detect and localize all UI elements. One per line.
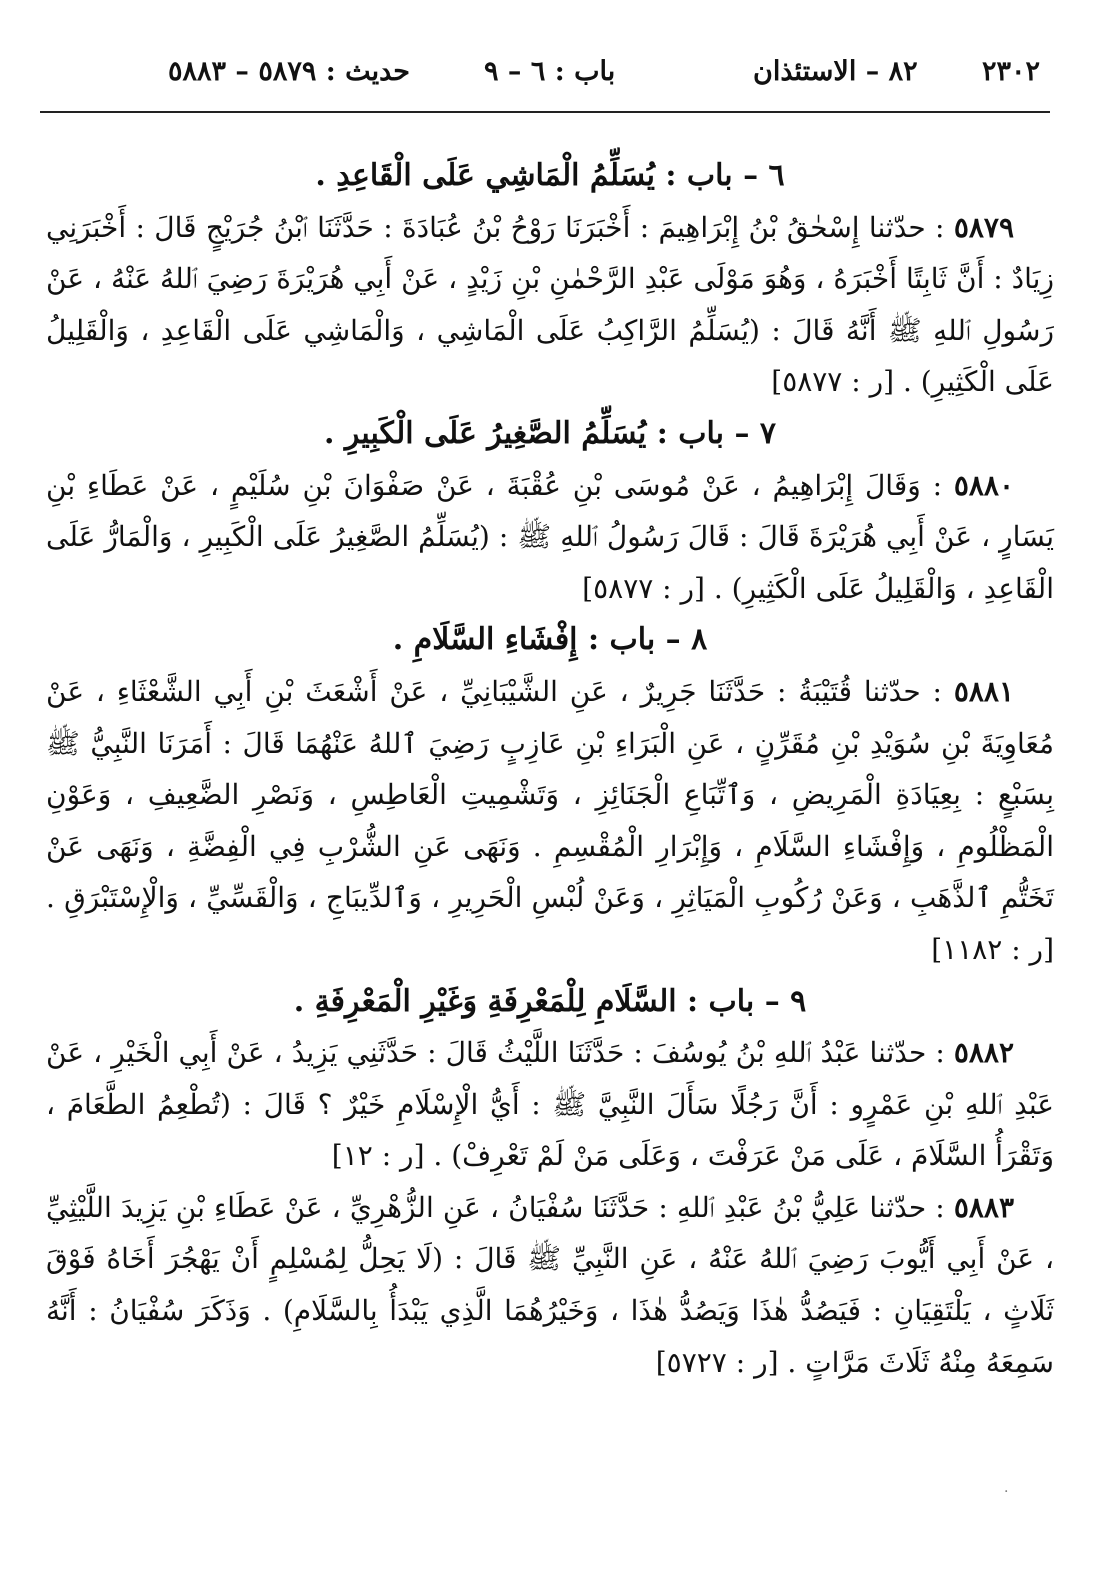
hadith-range: حديث : ٥٨٧٩ – ٥٨٨٣ <box>168 56 410 87</box>
hadith-number: ٥٨٨٣ <box>953 1190 1014 1224</box>
hadith-text: وَقَالَ إِبْرَاهِيمُ ، عَنْ مُوسَى بْنِ عُقْبَةَ ، عَنْ صَفْوَانَ بْنِ سُلَيْمٍ ، عَنْ عَطَاءِ بْنِ يَسَارٍ ، عَنْ أَبِي هُرَيْرَةَ قَالَ : قَالَ رَسُولُ ٱللهِ ﷺ : (يُسَلِّمُ الصَّغِيرُ عَلَى الْكَبِيرِ ، وَالْمَارُّ عَلَى الْقَاعِدِ ، وَالْقَلِيلُ عَلَى الْكَثِيرِ) . <box>46 468 1054 605</box>
hadith-number: ٥٨٨٠ <box>953 468 1014 502</box>
hadith-reference: [ر : ٥٨٧٧] <box>582 571 705 605</box>
chapter-title: يُسَلِّمُ الْمَاشِي عَلَى الْقَاعِدِ . <box>315 158 655 193</box>
chapter-number: ٩ – باب : <box>687 983 807 1019</box>
page-header <box>48 48 1050 98</box>
hadith-number: ٥٨٨٢ <box>953 1036 1014 1070</box>
bab-range: باب : ٦ – ٩ <box>484 56 616 87</box>
hadith-paragraph: ٥٨٨٣ : حدّثنا عَلِيُّ بْنُ عَبْدِ ٱللهِ : حَدَّثَنَا سُفْيَانُ ، عَنِ الزُّهْرِيِّ ، عَنْ عَطَاءِ بْنِ يَزِيدَ اللَّيْثِيِّ ، عَنْ أَبِي أَيُّوبَ رَضِيَ ٱللهُ عَنْهُ ، عَنِ النَّبِيِّ ﷺ قَالَ : (لَا يَحِلُّ لِمُسْلِمٍ أَنْ يَهْجُرَ أَخَاهُ فَوْقَ ثَلَاثٍ ، يَلْتَقِيَانِ : فَيَصُدُّ هٰذَا وَيَصُدُّ هٰذَا ، وَخَيْرُهُمَا الَّذِي يَبْدَأُ بِالسَّلَامِ) . وَذَكَرَ سُفْيَانُ : أَنَّهُ سَمِعَهُ مِنْهُ ثَلَاثَ مَرَّاتٍ . [ر : ٥٧٢٧] <box>46 1190 1054 1379</box>
hadith-text: حدّثنا إِسْحٰقُ بْنُ إِبْرَاهِيمَ : أَخْبَرَنَا رَوْحُ بْنُ عُبَادَةَ : حَدَّثَنَا ٱبْنُ جُرَيْجٍ قَالَ : أَخْبَرَنِي زِيَادٌ : أَنَّ ثَابِتًا أَخْبَرَهُ ، وَهُوَ مَوْلَى عَبْدِ الرَّحْمٰنِ بْنِ زَيْدٍ ، عَنْ أَبِي هُرَيْرَةَ رَضِيَ ٱللهُ عَنْهُ ، عَنْ رَسُولِ ٱللهِ ﷺ أَنَّهُ قَالَ : (يُسَلِّمُ الرَّاكِبُ عَلَى الْمَاشِي ، وَالْمَاشِي عَلَى الْقَاعِدِ ، وَالْقَلِيلُ عَلَى الْكَثِيرِ) . <box>46 210 1054 399</box>
page-body <box>46 150 1054 1388</box>
hadith-paragraph: ٥٨٧٩ : حدّثنا إِسْحٰقُ بْنُ إِبْرَاهِيمَ : أَخْبَرَنَا رَوْحُ بْنُ عُبَادَةَ : حَدَّثَنَا ٱبْنُ جُرَيْجٍ قَالَ : أَخْبَرَنِي زِيَادٌ : أَنَّ ثَابِتًا أَخْبَرَهُ ، وَهُوَ مَوْلَى عَبْدِ الرَّحْمٰنِ بْنِ زَيْدٍ ، عَنْ أَبِي هُرَيْرَةَ رَضِيَ ٱللهُ عَنْهُ ، عَنْ رَسُولِ ٱللهِ ﷺ أَنَّهُ قَالَ : (يُسَلِّمُ الرَّاكِبُ عَلَى الْمَاشِي ، وَالْمَاشِي عَلَى الْقَاعِدِ ، وَالْقَلِيلُ عَلَى الْكَثِيرِ) . [ر : ٥٨٧٧] <box>46 210 1054 399</box>
page-number: ٢٣٠٢ <box>981 56 1040 87</box>
margin-mark: · <box>1004 1484 1009 1500</box>
hadith-paragraph: ٥٨٨٢ : حدّثنا عَبْدُ ٱللهِ بْنُ يُوسُفَ : حَدَّثَنَا اللَّيْثُ قَالَ : حَدَّثَنِي يَزِيدُ ، عَنْ أَبِي الْخَيْرِ ، عَنْ عَبْدِ ٱللهِ بْنِ عَمْرٍو : أَنَّ رَجُلًا سَأَلَ النَّبِيَّ ﷺ : أَيُّ الْإِسْلَامِ خَيْرٌ ؟ قَالَ : (تُطْعِمُ الطَّعَامَ ، وَتَقْرَأُ السَّلَامَ ، عَلَى مَنْ عَرَفْتَ ، وَعَلَى مَنْ لَمْ تَعْرِفْ) . [ر : ١٢] <box>46 1036 1054 1173</box>
hadith-reference: [ر : ٥٧٢٧] <box>655 1345 779 1379</box>
chapter-title: إِفْشَاءِ السَّلَامِ . <box>392 622 578 658</box>
hadith-text: حدّثنا عَبْدُ ٱللهِ بْنُ يُوسُفَ : حَدَّثَنَا اللَّيْثُ قَالَ : حَدَّثَنِي يَزِيدُ ، عَنْ أَبِي الْخَيْرِ ، عَنْ عَبْدِ ٱللهِ بْنِ عَمْرٍو : أَنَّ رَجُلًا سَأَلَ النَّبِيَّ ﷺ : أَيُّ الْإِسْلَامِ خَيْرٌ ؟ قَالَ : (تُطْعِمُ الطَّعَامَ ، وَتَقْرَأُ السَّلَامَ ، عَلَى مَنْ عَرَفْتَ ، وَعَلَى مَنْ لَمْ تَعْرِفْ) . <box>46 1036 1054 1173</box>
chapter-number: ٧ – باب : <box>656 415 777 451</box>
chapter-heading <box>46 614 1054 666</box>
chapter-number: ٦ – باب : <box>665 158 785 193</box>
chapter-heading <box>46 976 1054 1028</box>
chapter-title: السَّلَامِ لِلْمَعْرِفَةِ وَغَيْرِ الْمَعْرِفَةِ . <box>293 983 677 1019</box>
hadith-number: ٥٨٨١ <box>953 674 1014 708</box>
hadith-number: ٥٨٧٩ <box>953 210 1014 244</box>
chapter-heading <box>46 150 1054 202</box>
chapter-title: يُسَلِّمُ الصَّغِيرُ عَلَى الْكَبِيرِ . <box>323 415 647 451</box>
hadith-reference: [ر : ١١٨٢] <box>931 932 1054 966</box>
hadith-text: حدّثنا قُتَيْبَةُ : حَدَّثَنَا جَرِيرٌ ، عَنِ الشَّيْبَانِيِّ ، عَنْ أَشْعَثَ بْنِ أَبِي الشَّعْثَاءِ ، عَنْ مُعَاوِيَةَ بْنِ سُوَيْدِ بْنِ مُقَرِّنٍ ، عَنِ الْبَرَاءِ بْنِ عَازِبٍ رَضِيَ ٱللهُ عَنْهُمَا قَالَ : أَمَرَنَا النَّبِيُّ ﷺ بِسَبْعٍ : بِعِيَادَةِ الْمَرِيضِ ، وَٱتِّبَاعِ الْجَنَائِزِ ، وَتَشْمِيتِ الْعَاطِسِ ، وَنَصْرِ الضَّعِيفِ ، وَعَوْنِ الْمَظْلُومِ ، وَإِفْشَاءِ السَّلَامِ ، وَإِبْرَارِ الْمُقْسِمِ . وَنَهَى عَنِ الشُّرْبِ فِي الْفِضَّةِ ، وَنَهَى عَنْ تَخَتُّمِ ٱلذَّهَبِ ، وَعَنْ رُكُوبِ الْمَيَاثِرِ ، وَعَنْ لُبْسِ الْحَرِيرِ ، وَٱلدِّيبَاجِ ، وَالْقَسِّيِّ ، وَالْإِسْتَبْرَقِ . <box>46 674 1054 915</box>
hadith-paragraph: ٥٨٨١ : حدّثنا قُتَيْبَةُ : حَدَّثَنَا جَرِيرٌ ، عَنِ الشَّيْبَانِيِّ ، عَنْ أَشْعَثَ بْنِ أَبِي الشَّعْثَاءِ ، عَنْ مُعَاوِيَةَ بْنِ سُوَيْدِ بْنِ مُقَرِّنٍ ، عَنِ الْبَرَاءِ بْنِ عَازِبٍ رَضِيَ ٱللهُ عَنْهُمَا قَالَ : أَمَرَنَا النَّبِيُّ ﷺ بِسَبْعٍ : بِعِيَادَةِ الْمَرِيضِ ، وَٱتِّبَاعِ الْجَنَائِزِ ، وَتَشْمِيتِ الْعَاطِسِ ، وَنَصْرِ الضَّعِيفِ ، وَعَوْنِ الْمَظْلُومِ ، وَإِفْشَاءِ السَّلَامِ ، وَإِبْرَارِ الْمُقْسِمِ . وَنَهَى عَنِ الشُّرْبِ فِي الْفِضَّةِ ، وَنَهَى عَنْ تَخَتُّمِ ٱلذَّهَبِ ، وَعَنْ رُكُوبِ الْمَيَاثِرِ ، وَعَنْ لُبْسِ الْحَرِيرِ ، وَٱلدِّيبَاجِ ، وَالْقَسِّيِّ ، وَالْإِسْتَبْرَقِ . [ر : ١١٨٢] <box>46 674 1054 966</box>
hadith-reference: [ر : ١٢] <box>331 1139 425 1173</box>
chapter-heading <box>46 408 1054 460</box>
chapter-number: ٨ – باب : <box>587 622 708 658</box>
header-rule <box>40 111 1050 113</box>
hadith-text: حدّثنا عَلِيُّ بْنُ عَبْدِ ٱللهِ : حَدَّثَنَا سُفْيَانُ ، عَنِ الزُّهْرِيِّ ، عَنْ عَطَاءِ بْنِ يَزِيدَ اللَّيْثِيِّ ، عَنْ أَبِي أَيُّوبَ رَضِيَ ٱللهُ عَنْهُ ، عَنِ النَّبِيِّ ﷺ قَالَ : (لَا يَحِلُّ لِمُسْلِمٍ أَنْ يَهْجُرَ أَخَاهُ فَوْقَ ثَلَاثٍ ، يَلْتَقِيَانِ : فَيَصُدُّ هٰذَا وَيَصُدُّ هٰذَا ، وَخَيْرُهُمَا الَّذِي يَبْدَأُ بِالسَّلَامِ) . وَذَكَرَ سُفْيَانُ : أَنَّهُ سَمِعَهُ مِنْهُ ثَلَاثَ مَرَّاتٍ . <box>46 1190 1054 1379</box>
hadith-reference: [ر : ٥٨٧٧] <box>771 365 895 399</box>
hadith-paragraph: ٥٨٨٠ : وَقَالَ إِبْرَاهِيمُ ، عَنْ مُوسَى بْنِ عُقْبَةَ ، عَنْ صَفْوَانَ بْنِ سُلَيْمٍ ، عَنْ عَطَاءِ بْنِ يَسَارٍ ، عَنْ أَبِي هُرَيْرَةَ قَالَ : قَالَ رَسُولُ ٱللهِ ﷺ : (يُسَلِّمُ الصَّغِيرُ عَلَى الْكَبِيرِ ، وَالْمَارُّ عَلَى الْقَاعِدِ ، وَالْقَلِيلُ عَلَى الْكَثِيرِ) . [ر : ٥٨٧٧] <box>46 468 1054 605</box>
kitab-title: ٨٢ – الاستئذان <box>753 56 918 87</box>
